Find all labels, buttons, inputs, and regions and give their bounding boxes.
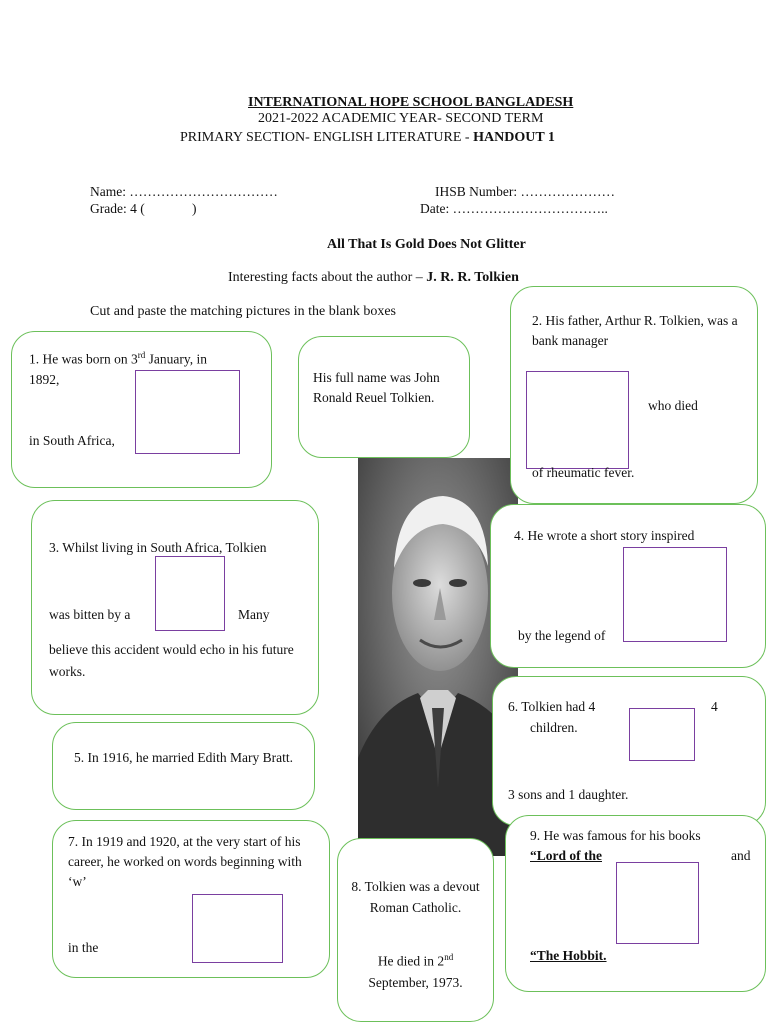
section-text: PRIMARY SECTION- ENGLISH LITERATURE - (180, 130, 474, 145)
fact-1-part-c: 1892, (29, 371, 60, 387)
worksheet-title: All That Is Gold Does Not Glitter (327, 237, 526, 252)
fact-9-book-1: “Lord of the (530, 848, 602, 863)
fact-3-many: Many (238, 607, 270, 622)
grade-field[interactable]: Grade: 4 ( ) (90, 201, 197, 216)
fact-3-intro: 3. Whilst living in South Africa, Tolkien (49, 540, 267, 555)
fact-1-location: in South Africa, (29, 433, 115, 448)
fact-8-died-text: He died in 2 (377, 953, 445, 969)
fullname-text: His full name was John Ronald Reuel Tolkien. (313, 370, 440, 405)
fact-7-in-the: in the (68, 940, 99, 955)
fact-1-part-b: January, in (145, 351, 207, 367)
fact-6-intro: 6. Tolkien had 4 (508, 699, 596, 714)
blank-box-7[interactable] (192, 894, 283, 963)
fact-6-number: 4 (711, 699, 718, 714)
fact-6-detail: 3 sons and 1 daughter. (508, 787, 629, 802)
fact-3-belief: believe this accident would echo in his future works. (49, 642, 294, 679)
handout-label: HANDOUT 1 (473, 130, 555, 145)
date-field[interactable]: Date: …………………………….. (420, 201, 608, 216)
name-field[interactable]: Name: …………………………… (90, 184, 278, 199)
academic-year: 2021-2022 ACADEMIC YEAR- SECOND TERM (258, 111, 544, 126)
blank-box-4[interactable] (623, 547, 727, 642)
blank-box-2[interactable] (526, 371, 629, 469)
fact-3-bitten: was bitten by a (49, 607, 131, 622)
subtitle-text: Interesting facts about the author – (228, 270, 427, 285)
subtitle (228, 270, 519, 286)
fact-2-died: who died (648, 398, 698, 413)
fact-box-8 (337, 838, 494, 1022)
ihsb-number-field[interactable]: IHSB Number: ………………… (435, 184, 615, 199)
blank-box-1[interactable] (135, 370, 240, 454)
school-name: INTERNATIONAL HOPE SCHOOL BANGLADESH (248, 95, 574, 110)
fact-5-text: 5. In 1916, he married Edith Mary Bratt. (74, 750, 293, 765)
blank-box-3[interactable] (155, 556, 225, 631)
fact-8-faith: 8. Tolkien was a devout Roman Catholic. (351, 879, 480, 915)
fact-7-text: 7. In 1919 and 1920, at the very start of his career, he worked on words beginning with ‘w’ (68, 834, 302, 889)
fact-6-children: children. (530, 720, 578, 735)
fact-9-intro: 9. He was famous for his books (530, 828, 701, 843)
instruction: Cut and paste the matching pictures in the blank boxes (90, 304, 396, 319)
fact-8-date: September, 1973. (368, 974, 463, 990)
fact-8-death (349, 947, 482, 993)
fact-1-part-a: 1. He was born on 3 (29, 351, 138, 367)
fact-9-and: and (731, 848, 751, 863)
fact-2-cause: of rheumatic fever. (532, 465, 635, 480)
fact-4-intro: 4. He wrote a short story inspired (514, 528, 695, 543)
fact-1-sup: rd (137, 350, 146, 360)
fact-2-text: 2. His father, Arthur R. Tolkien, was a bank manager (532, 313, 738, 348)
blank-box-9[interactable] (616, 862, 699, 944)
blank-box-6[interactable] (629, 708, 695, 761)
section-line (180, 130, 555, 146)
author-name: J. R. R. Tolkien (426, 270, 519, 285)
fact-9-book-2: “The Hobbit. (530, 948, 607, 963)
fact-4-legend: by the legend of (518, 628, 606, 643)
fact-8-sup: nd (444, 952, 454, 962)
